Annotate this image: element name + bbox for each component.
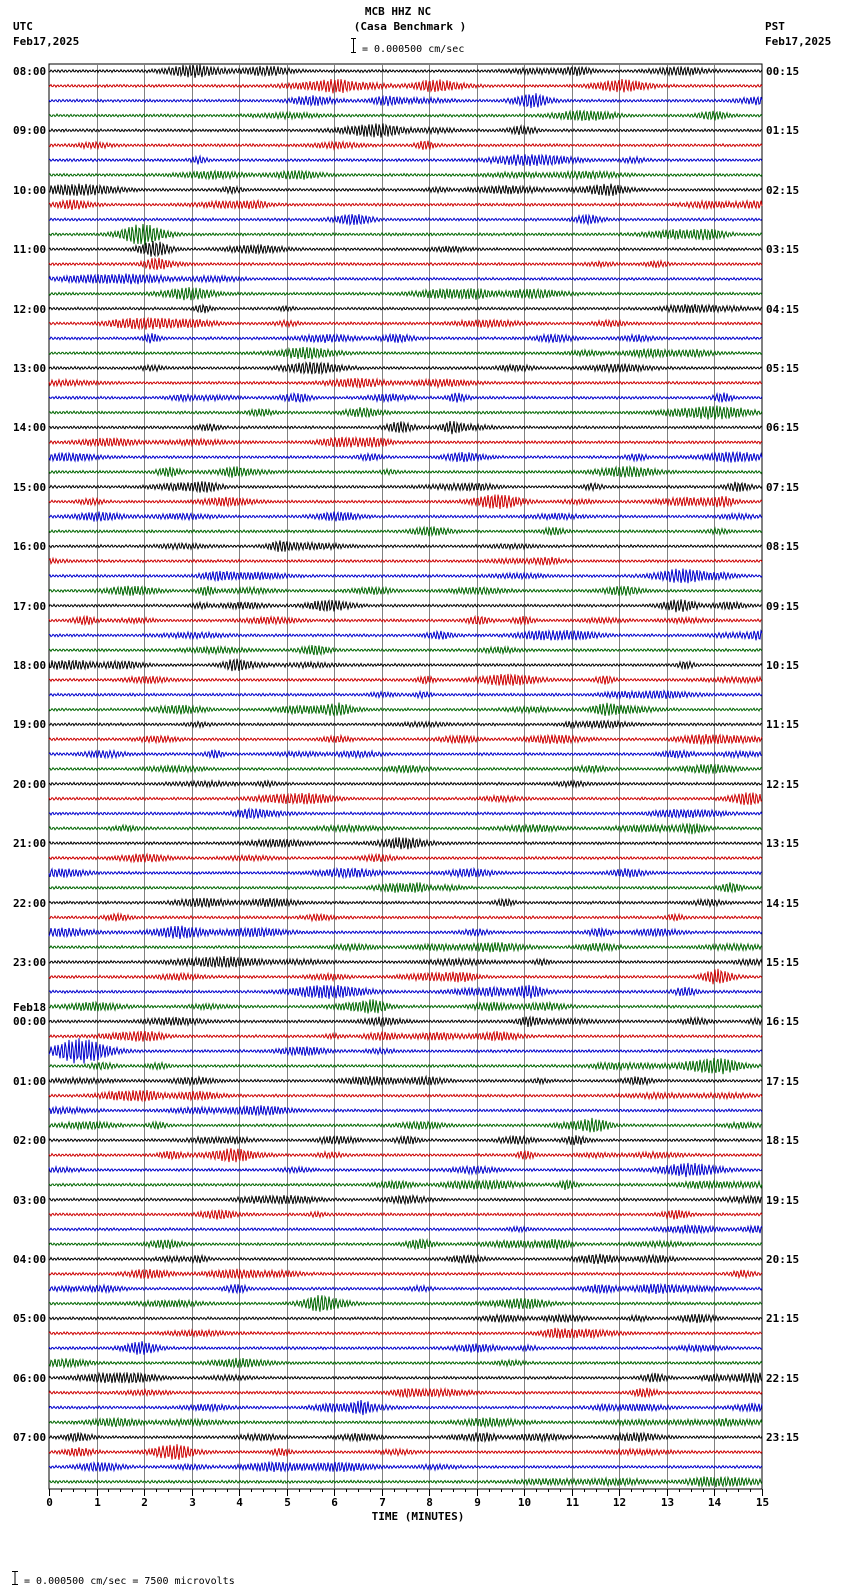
trace-line	[49, 1163, 762, 1177]
pst-hour-label: 18:15	[766, 1134, 800, 1147]
date-change-label: Feb18	[13, 1001, 47, 1014]
pst-hour-label: 22:15	[766, 1372, 800, 1385]
trace-line	[49, 659, 762, 671]
station-title: MCB HHZ NC	[364, 5, 432, 18]
trace-line	[49, 304, 762, 313]
trace-line	[49, 170, 762, 179]
utc-hour-label: 08:00	[13, 65, 47, 78]
header-right-tz: PST	[765, 20, 785, 33]
trace-line	[49, 406, 762, 420]
utc-hour-label: 14:00	[13, 421, 47, 434]
trace-line	[49, 318, 762, 330]
pst-hour-label: 06:15	[766, 421, 800, 434]
trace-line	[49, 586, 762, 596]
trace-line	[49, 914, 762, 922]
utc-hour-label: 17:00	[13, 600, 47, 613]
utc-hour-label: 13:00	[13, 362, 47, 375]
pst-hour-label: 00:15	[766, 65, 800, 78]
x-tick-label: 5	[284, 1496, 291, 1509]
trace-line	[49, 956, 762, 967]
pst-hour-label: 14:15	[766, 897, 800, 910]
trace-line	[49, 1372, 762, 1383]
trace-line	[49, 630, 762, 640]
trace-line	[49, 645, 762, 655]
pst-hour-label: 23:15	[766, 1431, 800, 1444]
trace-line	[49, 942, 762, 952]
trace-line	[49, 1314, 762, 1323]
trace-line	[49, 1210, 762, 1220]
pst-hour-label: 12:15	[766, 778, 800, 791]
trace-line	[49, 224, 762, 245]
header-left-tz: UTC	[13, 20, 33, 33]
trace-line	[49, 837, 762, 849]
trace-line	[49, 1295, 762, 1312]
trace-line	[49, 1180, 762, 1190]
trace-line	[49, 437, 762, 447]
trace-line	[49, 141, 762, 150]
trace-line	[49, 1225, 762, 1234]
calibration-bar-icon	[12, 1570, 18, 1584]
trace-line	[49, 481, 762, 492]
trace-line	[49, 154, 762, 166]
trace-line	[49, 1058, 762, 1074]
utc-hour-label: 02:00	[13, 1134, 47, 1147]
trace-line	[49, 241, 762, 257]
trace-line	[49, 93, 762, 108]
utc-hour-label: 01:00	[13, 1075, 47, 1088]
trace-line	[49, 703, 762, 716]
x-tick-label: 9	[474, 1496, 481, 1509]
pst-hour-label: 21:15	[766, 1312, 800, 1325]
trace-line	[49, 1076, 762, 1086]
trace-line	[49, 214, 762, 225]
trace-line	[49, 1038, 762, 1063]
trace-line	[49, 720, 762, 728]
trace-line	[49, 123, 762, 137]
trace-line	[49, 999, 762, 1013]
x-tick-label: 6	[331, 1496, 338, 1509]
utc-hour-label: 03:00	[13, 1194, 47, 1207]
pst-hour-label: 20:15	[766, 1253, 800, 1266]
x-tick-label: 8	[426, 1496, 433, 1509]
x-tick-label: 0	[46, 1496, 53, 1509]
x-tick-label: 13	[660, 1496, 675, 1509]
trace-line	[49, 1090, 762, 1101]
header-right-date: Feb17,2025	[765, 35, 832, 48]
trace-line	[49, 1017, 762, 1027]
trace-line	[49, 1105, 762, 1115]
header-left-date: Feb17,2025	[13, 35, 80, 48]
scale-text: = 0.000500 cm/sec	[362, 44, 465, 55]
trace-line	[49, 557, 762, 565]
calibration-text: = 0.000500 cm/sec = 7500 microvolts	[24, 1576, 235, 1587]
utc-hour-label: 12:00	[13, 303, 47, 316]
x-tick-label: 3	[189, 1496, 196, 1509]
trace-line	[49, 868, 762, 878]
pst-hour-label: 05:15	[766, 362, 800, 375]
trace-line	[49, 347, 762, 359]
x-tick-label: 2	[141, 1496, 148, 1509]
utc-hour-label: 18:00	[13, 659, 47, 672]
trace-line	[49, 421, 762, 434]
trace-line	[49, 1444, 762, 1460]
trace-line	[49, 1254, 762, 1264]
trace-line	[49, 1388, 762, 1398]
trace-line	[49, 616, 762, 625]
trace-line	[49, 1118, 762, 1132]
utc-hour-label: 04:00	[13, 1253, 47, 1266]
pst-hour-label: 11:15	[766, 718, 800, 731]
trace-line	[49, 362, 762, 374]
trace-line	[49, 969, 762, 984]
utc-hour-label: 11:00	[13, 243, 47, 256]
utc-hour-label: 10:00	[13, 184, 47, 197]
pst-hour-label: 09:15	[766, 600, 800, 613]
trace-line	[49, 1476, 762, 1486]
utc-hour-label: 06:00	[13, 1372, 47, 1385]
utc-hour-label: 00:00	[13, 1015, 47, 1028]
utc-hour-label: 09:00	[13, 124, 47, 137]
utc-hour-label: 16:00	[13, 540, 47, 553]
utc-hour-label: 15:00	[13, 481, 47, 494]
utc-hour-label: 22:00	[13, 897, 47, 910]
trace-line	[49, 569, 762, 584]
trace-line	[49, 792, 762, 805]
trace-line	[49, 65, 762, 78]
trace-line	[49, 1328, 762, 1339]
pst-hour-label: 17:15	[766, 1075, 800, 1088]
trace-line	[49, 378, 762, 388]
trace-line	[49, 1358, 762, 1368]
pst-hour-label: 04:15	[766, 303, 800, 316]
trace-line	[49, 333, 762, 343]
pst-hour-label: 02:15	[766, 184, 800, 197]
trace-line	[49, 691, 762, 699]
trace-line	[49, 1195, 762, 1204]
trace-line	[49, 495, 762, 509]
trace-line	[49, 854, 762, 863]
trace-line	[49, 926, 762, 939]
pst-hour-label: 03:15	[766, 243, 800, 256]
trace-line	[49, 1269, 762, 1279]
trace-line	[49, 1031, 762, 1041]
trace-line	[49, 1400, 762, 1415]
trace-line	[49, 1432, 762, 1442]
station-location: (Casa Benchmark )	[353, 20, 467, 33]
trace-line	[49, 200, 762, 210]
trace-line	[49, 466, 762, 477]
pst-hour-label: 07:15	[766, 481, 800, 494]
trace-line	[49, 882, 762, 892]
utc-hour-label: 05:00	[13, 1312, 47, 1325]
pst-hour-label: 10:15	[766, 659, 800, 672]
trace-line	[49, 1418, 762, 1427]
trace-line	[49, 764, 762, 774]
trace-line	[49, 258, 762, 270]
x-tick-label: 15	[755, 1496, 770, 1509]
x-tick-label: 1	[94, 1496, 101, 1509]
trace-line	[49, 274, 762, 285]
pst-hour-label: 13:15	[766, 837, 800, 850]
x-tick-label: 12	[612, 1496, 627, 1509]
utc-hour-label: 07:00	[13, 1431, 47, 1444]
trace-line	[49, 674, 762, 686]
trace-line	[49, 540, 762, 551]
trace-line	[49, 1239, 762, 1250]
trace-line	[49, 512, 762, 522]
utc-hour-label: 23:00	[13, 956, 47, 969]
trace-line	[49, 1341, 762, 1354]
utc-hour-label: 21:00	[13, 837, 47, 850]
trace-line	[49, 750, 762, 758]
trace-line	[49, 780, 762, 786]
trace-line	[49, 898, 762, 907]
pst-hour-label: 15:15	[766, 956, 800, 969]
pst-hour-label: 19:15	[766, 1194, 800, 1207]
x-axis-label: TIME (MINUTES)	[371, 1510, 465, 1523]
x-tick-label: 10	[517, 1496, 532, 1509]
utc-hour-label: 20:00	[13, 778, 47, 791]
trace-line	[49, 1135, 762, 1145]
trace-line	[49, 809, 762, 819]
pst-hour-label: 08:15	[766, 540, 800, 553]
x-tick-label: 4	[236, 1496, 243, 1509]
trace-line	[49, 79, 762, 93]
trace-line	[49, 1284, 762, 1294]
trace-line	[49, 985, 762, 999]
trace-line	[49, 1462, 762, 1472]
trace-line	[49, 393, 762, 403]
trace-line	[49, 184, 762, 196]
trace-line	[49, 452, 762, 463]
trace-line	[49, 823, 762, 834]
x-tick-label: 14	[707, 1496, 722, 1509]
trace-line	[49, 599, 762, 612]
pst-hour-label: 16:15	[766, 1015, 800, 1028]
pst-hour-label: 01:15	[766, 124, 800, 137]
x-tick-label: 7	[379, 1496, 386, 1509]
trace-line	[49, 734, 762, 744]
x-tick-label: 11	[565, 1496, 580, 1509]
trace-line	[49, 110, 762, 121]
trace-line	[49, 287, 762, 300]
trace-line	[49, 1148, 762, 1162]
utc-hour-label: 19:00	[13, 718, 47, 731]
trace-line	[49, 527, 762, 537]
